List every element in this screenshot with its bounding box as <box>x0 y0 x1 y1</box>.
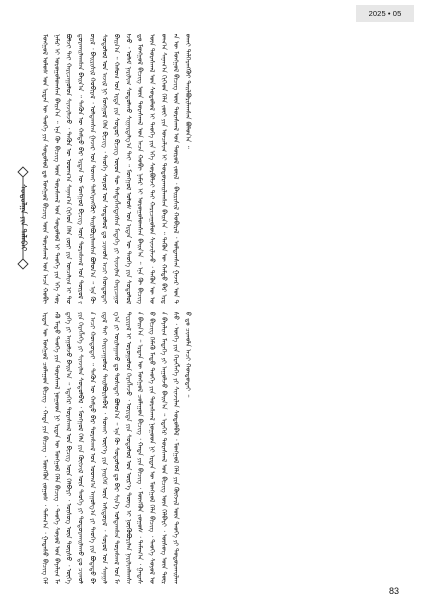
body-text-top: ᠮᠣᠩᠭᠣᠯ ᠤᠯᠤᠰ ᠤᠨ ᠡᠷᠲᠡᠨ ᠦ ᠲᠡᠦᠬᠡ ᠶᠢᠨ ᠰᠤᠳᠤᠯᠤᠯ ᠳᠤ ᠮᠣᠩᠭᠣᠯ ᠪᠢᠴᠢᠭ ᠦᠨ ᠳᠤᠷᠠᠰᠬᠠᠯ ᠤᠨ ᠠᠴᠠ ᠬᠤᠪᠢ ᠨᠡᠮᠡᠷ ᠢ ᠣᠷᠤᠭᠤᠯᠤᠭᠰᠠᠨ ᠪᠠᠢᠨ᠎ᠠ ᠃ ᠡᠨᠡ ᠬᠦ ᠪᠢᠴᠢᠭ ᠦᠨ ᠳᠤᠷᠠᠰᠬᠠᠯ ᠤᠨ ᠰᠤᠳᠤᠯᠤᠯ ᠢ ᠲᠡᠦᠬᠡ ᠶᠢᠨ ᠡᠬᠡ ᠰᠤᠷᠪᠤᠯᠵᠢ ᠲᠠᠢ ᠬᠠᠷᠢᠴᠠᠭᠤᠯᠤᠨ ᠰᠢᠨᠵᠢᠯᠡᠵᠦ ᠂ ᠲᠡᠭᠦᠨ ᠦ ᠤᠳᠬ᠎ᠠ ᠰᠠᠨᠠᠭ᠎ᠠ ᠬᠢᠭᠡᠳ ᠬᠡᠯᠡ ᠵᠦᠢ ᠶᠢᠨ ᠣᠨᠴᠠᠯᠢᠭ ᠢ ᠲᠣᠳᠣᠷᠬᠠᠢᠯᠠᠭᠰᠠᠨ ᠪᠠᠢᠨ᠎ᠠ ᠃ ᠲᠡᠭᠦᠨ ᠦ ᠬᠠᠮᠲᠤ ᠪᠠᠷ ᠡᠷᠲᠡᠨ ᠦ ᠮᠣᠩᠭᠣᠯ ᠪᠢᠴᠢᠭ ᠦᠨ ᠳᠤᠷᠠᠰᠬᠠᠯ ᠤᠨ ᠲᠦᠷᠦᠯ ᠵᠦᠢᠯ ᠂ ᠪᠠᠢᠷᠢᠰᠢᠯ ᠬᠤᠪᠢᠷᠠᠯ ᠂ ᠣᠯᠳᠠᠭᠰᠠᠨ ᠭᠠᠵᠠᠷ ᠤᠨ ᠲᠤᠬᠠᠢ ᠳᠡᠯᠭᠡᠷᠡᠩᠭᠦᠢ ᠲᠠᠢᠯᠪᠤᠷᠢᠯᠠᠭᠰᠠᠨ ᠪᠣᠯᠤᠨ᠎ᠠ ᠃ ᠡᠨᠡ ᠬᠦ ᠰᠤᠳᠤᠯᠤᠯ ᠤᠨ ᠠᠵᠢᠯ ᠨᠢ ᠮᠣᠩᠭᠣᠯ ᠬᠡᠯᠡ ᠪᠢᠴᠢᠭ ᠂ ᠲᠡᠦᠬᠡ ᠰᠣᠶᠤᠯ ᠤᠨ ᠰᠤᠳᠤᠯᠤᠯ ᠳᠤ ᠴᠢᠬᠤᠯᠠ ᠠᠴᠢ ᠬᠤᠨᠳᠤᠲᠠᠢ ᠪᠠᠢᠨ᠎ᠠ ᠃ ᠬᠠᠮᠤᠭ ᠤᠨ ᠡᠷᠲᠡ ᠶᠢᠨ ᠰᠤᠳᠤᠷ ᠪᠢᠴᠢᠭ ᠦᠳ ᠲᠦ ᠲᠡᠮᠳᠡᠭᠯᠡᠭᠳᠡᠭᠰᠡᠨ ᠮᠡᠳᠡᠭᠡ ᠶᠢ ᠰᠢᠨᠵᠢᠯᠡᠨ ᠬᠠᠷᠢᠴᠠᠭᠤᠯᠵᠤ ᠂ ᠤᠯᠠᠮ ᠨᠠᠷᠢᠯᠢᠭ ᠰᠤᠳᠤᠯᠬᠤ ᠰᠢᠭᠠᠷᠳᠠᠯᠭ᠎ᠠ ᠲᠠᠢ ᠃ ᠮᠣᠩᠭᠣᠯ ᠤᠯᠤᠰ ᠤᠨ ᠡᠷᠲᠡᠨ ᠦ ᠲᠡᠦᠬᠡ ᠶᠢᠨ ᠰᠤᠳᠤᠯᠤᠯ ᠳᠤ ᠮᠣᠩᠭᠣᠯ ᠪᠢᠴᠢᠭ ᠦᠨ ᠳᠤᠷᠠᠰᠬᠠᠯ ᠤᠨ ᠠᠴᠠ ᠬᠤᠪᠢ ᠨᠡᠮᠡᠷ ᠢ ᠣᠷᠤᠭᠤᠯᠤᠭᠰᠠᠨ ᠪᠠᠢᠨ᠎ᠠ ᠃ ᠡᠨᠡ ᠬᠦ ᠪᠢᠴᠢᠭ ᠦᠨ ᠳᠤᠷᠠᠰᠬᠠᠯ ᠤᠨ ᠰᠤᠳᠤᠯᠤᠯ ᠢ ᠲᠡᠦᠬᠡ ᠶᠢᠨ ᠡᠬᠡ ᠰᠤᠷᠪᠤᠯᠵᠢ ᠲᠠᠢ ᠬᠠᠷᠢᠴᠠᠭᠤᠯᠤᠨ ᠰᠢᠨᠵᠢᠯᠡᠵᠦ ᠂ ᠲᠡᠭᠦᠨ ᠦ ᠤᠳᠬ᠎ᠠ ᠰᠠᠨᠠᠭ᠎ᠠ ᠬᠢᠭᠡᠳ ᠬᠡᠯᠡ ᠵᠦᠢ ᠶᠢᠨ ᠣᠨᠴᠠᠯᠢᠭ ᠢ ᠲᠣᠳᠣᠷᠬᠠᠢᠯᠠᠭᠰᠠᠨ ᠪᠠᠢᠨ᠎ᠠ ᠃ ᠲᠡᠭᠦᠨ ᠦ ᠬᠠᠮᠲᠤ ᠪᠠᠷ ᠡᠷᠲᠡᠨ ᠦ ᠮᠣᠩᠭᠣᠯ ᠪᠢᠴᠢᠭ ᠦᠨ ᠳᠤᠷᠠᠰᠬᠠᠯ ᠤᠨ ᠲᠦᠷᠦᠯ ᠵᠦᠢᠯ ᠂ ᠪᠠᠢᠷᠢᠰᠢᠯ ᠬᠤᠪᠢᠷᠠᠯ ᠂ ᠣᠯᠳᠠᠭᠰᠠᠨ ᠭᠠᠵᠠᠷ ᠤᠨ ᠲᠤᠬᠠᠢ ᠳᠡᠯᠭᠡᠷᠡᠩᠭᠦᠢ ᠲᠠᠢᠯᠪᠤᠷᠢᠯᠠᠭᠰᠠᠨ ᠪᠣᠯᠤᠨ᠎ᠠ ᠃ <box>40 34 192 304</box>
issue-badge: 2025 • 05 <box>356 5 414 22</box>
page-number: 83 <box>388 586 399 596</box>
body-text-bottom: ᠡᠷᠲᠡᠨ ᠦ ᠮᠣᠩᠭᠣᠯ ᠴᠤᠯᠠᠭᠤᠨ ᠪᠢᠴᠢᠭ ᠂ ᠬᠠᠳᠠ ᠶᠢᠨ ᠪᠢᠴᠢᠭ ᠂ ᠮᠥᠩᠭᠦᠨ ᠵᠣᠭᠣᠰ ᠂ ᠲᠠᠮᠠᠭ᠎ᠠ ᠂ ᠭᠠᠳᠠᠰᠤ ᠪᠢᠴᠢᠭ ᠬᠡᠮᠡᠬᠦ ᠮᠡᠲᠦ ᠲᠡᠦᠬᠡ ᠶᠢᠨ ᠳᠤᠷᠠᠰᠬᠠᠯ ᠨᠤᠭᠤᠳ ᠨᠢ ᠡᠷᠲᠡᠨ ᠦ ᠮᠣᠩᠭᠣᠯ ᠬᠡᠯᠡ ᠪᠢᠴᠢᠭ ᠂ ᠲᠡᠦᠬᠡ ᠰᠣᠶᠤᠯ ᠤᠨ ᠪᠠᠶᠠᠯᠢᠭ ᠮᠡᠳᠡᠭᠡ ᠶᠢ ᠠᠭᠤᠯᠵᠤ ᠪᠠᠢᠨ᠎ᠠ ᠃ ᠡᠳᠡᠭᠡᠷ ᠳᠤᠷᠠᠰᠬᠠᠯ ᠤᠨ ᠪᠢᠴᠢᠭ ᠦᠨ ᠬᠡᠯᠪᠡᠷᠢ ᠂ ᠦᠰᠦᠭ ᠦᠨ ᠳᠦᠷᠰᠦ ᠂ ᠦᠭᠡ ᠶᠢᠨ ᠬᠡᠷᠡᠭᠯᠡᠭᠡ ᠶᠢ ᠰᠢᠨᠵᠢᠯᠡᠨ ᠰᠤᠳᠤᠯᠪᠠᠯ ᠂ ᠮᠣᠩᠭᠣᠯ ᠬᠡᠯᠡ ᠶᠢᠨ ᠬᠥᠭᠵᠢᠯ ᠦᠨ ᠲᠡᠦᠬᠡ ᠶᠢ ᠲᠣᠳᠣᠷᠬᠠᠢᠯᠠᠬᠤ ᠳᠤ ᠴᠢᠬᠤᠯᠠ ᠠᠴᠢ ᠬᠤᠨᠳᠤᠲᠠᠢ ᠃ ᠲᠡᠭᠦᠨ ᠦ ᠬᠠᠮᠲᠤ ᠪᠠᠷ ᠳᠤᠷᠠᠰᠬᠠᠯ ᠤᠨ ᠤᠳᠬ᠎ᠠ ᠠᠭᠤᠯᠭ᠎ᠠ ᠶᠢ ᠲᠡᠦᠬᠡ ᠶᠢᠨ ᠪᠣᠳᠠᠲᠤ ᠪᠠᠢᠳᠠᠯ ᠲᠠᠢ ᠬᠠᠷᠢᠴᠠᠭᠤᠯᠤᠨ ᠲᠠᠢᠯᠪᠤᠷᠢᠯᠠᠪᠠᠯ ᠂ ᠲᠤᠬᠠᠢ ᠦᠶ᠎ᠡ ᠶᠢᠨ ᠨᠡᠢᠭᠡᠮ ᠦᠨ ᠠᠮᠢᠳᠤᠷᠠᠯ ᠂ ᠰᠤᠶᠤᠯ ᠤᠨ ᠰᠠᠨᠠᠭᠠᠯᠭ᠎ᠠ ᠶᠢ ᠣᠢᠯᠠᠭᠠᠬᠤ ᠳᠤ ᠲᠤᠰᠠᠲᠠᠢ ᠪᠣᠯᠤᠨ᠎ᠠ ᠃ ᠡᠨᠡ ᠬᠦ ᠰᠤᠳᠤᠯᠤᠯ ᠳᠤ ᠪᠠᠷ ᠰᠢᠨ᠎ᠡ ᠣᠯᠳᠠᠭᠰᠠᠨ ᠳᠤᠷᠠᠰᠬᠠᠯ ᠤᠨ ᠮᠠᠲ᠋ᠸᠷᠢᠶᠠᠯ ᠢ ᠣᠷᠤᠭᠤᠯᠤᠨ ᠬᠡᠷᠡᠭᠯᠡᠵᠦ ᠂ ᠤᠷᠢᠳᠠ ᠶᠢᠨ ᠰᠤᠳᠤᠯᠤᠯ ᠤᠨ ᠦᠷ᠎ᠡ ᠳᠦᠩ ᠢ ᠨᠥᠬᠥᠪᠦᠷᠢᠯᠡᠨ ᠨᠠᠷᠢᠯᠢᠭᠯᠠᠭᠰᠠᠨ ᠪᠠᠢᠨ᠎ᠠ ᠃ ᠡᠷᠲᠡᠨ ᠦ ᠮᠣᠩᠭᠣᠯ ᠴᠤᠯᠠᠭᠤᠨ ᠪᠢᠴᠢᠭ ᠂ ᠬᠠᠳᠠ ᠶᠢᠨ ᠪᠢᠴᠢᠭ ᠂ ᠮᠥᠩᠭᠦᠨ ᠵᠣᠭᠣᠰ ᠂ ᠲᠠᠮᠠᠭ᠎ᠠ ᠂ ᠭᠠᠳᠠᠰᠤ ᠪᠢᠴᠢᠭ ᠬᠡᠮᠡᠬᠦ ᠮᠡᠲᠦ ᠲᠡᠦᠬᠡ ᠶᠢᠨ ᠳᠤᠷᠠᠰᠬᠠᠯ ᠨᠤᠭᠤᠳ ᠨᠢ ᠡᠷᠲᠡᠨ ᠦ ᠮᠣᠩᠭᠣᠯ ᠬᠡᠯᠡ ᠪᠢᠴᠢᠭ ᠂ ᠲᠡᠦᠬᠡ ᠰᠣᠶᠤᠯ ᠤᠨ ᠪᠠᠶᠠᠯᠢᠭ ᠮᠡᠳᠡᠭᠡ ᠶᠢ ᠠᠭᠤᠯᠵᠤ ᠪᠠᠢᠨ᠎ᠠ ᠃ ᠡᠳᠡᠭᠡᠷ ᠳᠤᠷᠠᠰᠬᠠᠯ ᠤᠨ ᠪᠢᠴᠢᠭ ᠦᠨ ᠬᠡᠯᠪᠡᠷᠢ ᠂ ᠦᠰᠦᠭ ᠦᠨ ᠳᠦᠷᠰᠦ ᠂ ᠦᠭᠡ ᠶᠢᠨ ᠬᠡᠷᠡᠭᠯᠡᠭᠡ ᠶᠢ ᠰᠢᠨᠵᠢᠯᠡᠨ ᠰᠤᠳᠤᠯᠪᠠᠯ ᠂ ᠮᠣᠩᠭᠣᠯ ᠬᠡᠯᠡ ᠶᠢᠨ ᠬᠥᠭᠵᠢᠯ ᠦᠨ ᠲᠡᠦᠬᠡ ᠶᠢ ᠲᠣᠳᠣᠷᠬᠠᠢᠯᠠᠬᠤ ᠳᠤ ᠴᠢᠬᠤᠯᠠ ᠠᠴᠢ ᠬᠤᠨᠳᠤᠲᠠᠢ ᠃ <box>40 312 192 584</box>
section-title: ᠰᠤᠳᠤᠯᠭᠠ ᠶᠢᠨ ᠲᠠᠯᠠᠪᠠᠢ <box>19 184 28 252</box>
section-header <box>13 165 33 271</box>
